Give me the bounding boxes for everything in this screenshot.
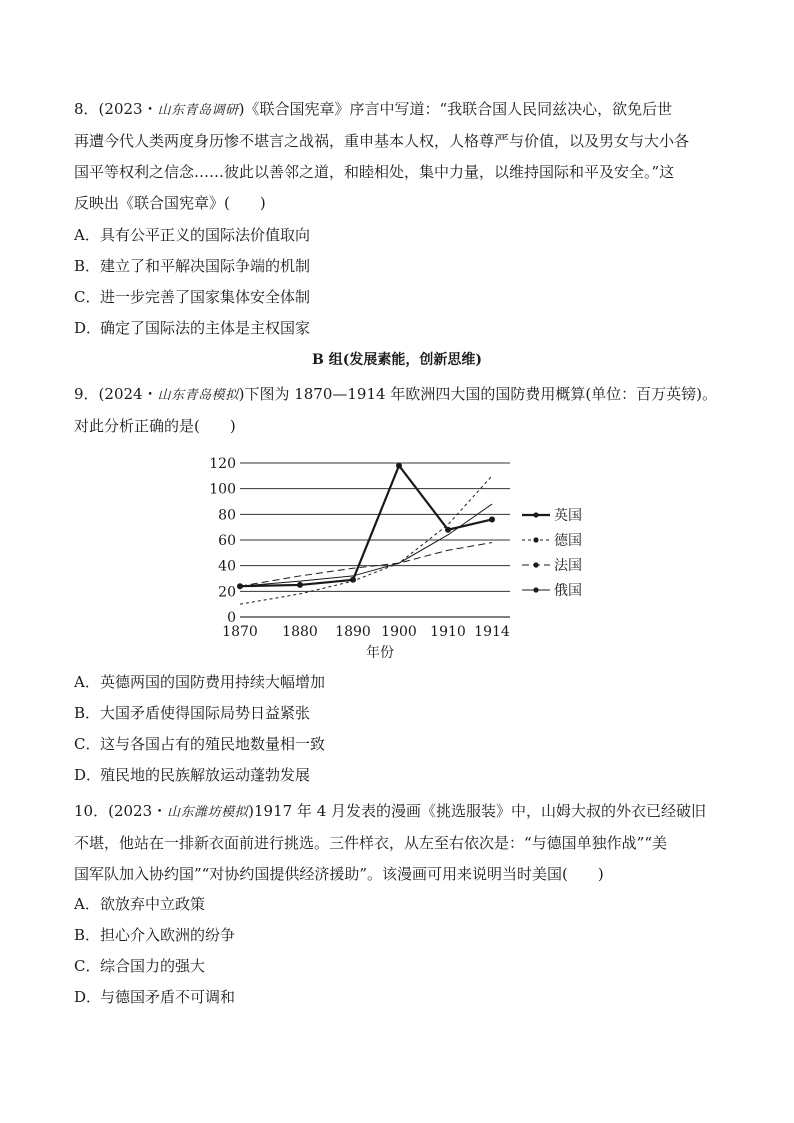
- chart-x-tick-1880: 1880: [282, 624, 318, 640]
- chart-x-tick-1910: 1910: [430, 624, 466, 640]
- chart-x-tick-1870: 1870: [222, 624, 258, 640]
- question-8-line-2: 再遭今代人类两度身历惨不堪言之战祸，重申基本人权，人格尊严与价值，以及男女与大小各: [74, 132, 690, 150]
- legend-label-英国: 英国: [554, 508, 582, 524]
- question-9: [74, 379, 724, 442]
- question-8-option-d[interactable]: D．确定了国际法的主体是主权国家: [74, 319, 311, 337]
- chart-y-tick-120: 120: [209, 456, 236, 472]
- legend-label-俄国: 俄国: [554, 583, 582, 599]
- chart-series: [237, 463, 495, 605]
- series-point-英国-1900: [396, 463, 402, 469]
- legend-marker-法国: [533, 562, 538, 567]
- legend-label-德国: 德国: [554, 533, 582, 549]
- question-10-option-c[interactable]: C．综合国力的强大: [74, 957, 206, 975]
- chart-x-tick-1914: 1914: [474, 624, 510, 640]
- legend-marker-德国: [533, 537, 538, 542]
- series-point-英国-1914: [489, 516, 495, 522]
- legend-marker-英国: [533, 512, 538, 517]
- chart-y-tick-0: 0: [227, 610, 236, 626]
- chart-x-tick-labels: [222, 624, 510, 640]
- question-9-line-2: 对此分析正确的是( ): [74, 417, 236, 435]
- legend-marker-俄国: [533, 587, 538, 592]
- question-8-option-a[interactable]: A．具有公平正义的国际法价值取向: [74, 226, 311, 244]
- question-8-option-c[interactable]: C．进一步完善了国家集体安全体制: [74, 288, 311, 306]
- question-9-line-1: 9．(2024・山东青岛模拟)下图为 1870—1914 年欧洲四大国的国防费用概算(单位：百万英镑)。: [74, 385, 718, 403]
- question-8-line-3: 国平等权利之信念……彼此以善邻之道，和睦相处，集中力量，以维持国际和平及安全。”这: [74, 163, 675, 181]
- chart-x-axis-label: 年份: [366, 645, 394, 661]
- question-10-source: 山东潍坊模拟: [167, 805, 249, 820]
- chart-gridlines: [240, 463, 510, 617]
- series-point-英国-1890: [350, 577, 356, 583]
- series-point-英国-1880: [297, 582, 303, 588]
- question-10-line-3: 国军队加入协约国”“对协约国提供经济援助”。该漫画可用来说明当时美国( ): [74, 865, 604, 883]
- question-9-source: 山东青岛模拟: [157, 388, 239, 403]
- question-10-line-2: 不堪，他站在一排新衣面前进行挑选。三件样衣，从左至右依次是：“与德国单独作战”“美: [74, 834, 668, 852]
- defense-spending-chart: [200, 445, 620, 665]
- question-8-line-1: 8．(2023・山东青岛调研)《联合国宪章》序言中写道：“我联合国人民同兹决心，欲免后世: [74, 100, 673, 118]
- chart-y-tick-80: 80: [218, 507, 236, 524]
- chart-y-tick-labels: [209, 456, 236, 626]
- chart-legend: [522, 508, 582, 599]
- question-8-option-b[interactable]: B．建立了和平解决国际争端的机制: [74, 257, 311, 275]
- question-8-source: 山东青岛调研: [157, 103, 239, 118]
- legend-label-法国: 法国: [554, 558, 582, 574]
- chart-y-tick-100: 100: [209, 481, 236, 498]
- question-10: [74, 796, 724, 890]
- chart-y-tick-40: 40: [218, 558, 236, 575]
- series-point-英国-1910: [445, 527, 451, 533]
- question-9-option-a[interactable]: A．英德两国的国防费用持续大幅增加: [74, 673, 326, 691]
- question-9-option-d[interactable]: D．殖民地的民族解放运动蓬勃发展: [74, 766, 311, 784]
- question-10-option-b[interactable]: B．担心介入欧洲的纷争: [74, 926, 236, 944]
- chart-x-tick-1900: 1900: [381, 624, 417, 640]
- question-10-option-d[interactable]: D．与德国矛盾不可调和: [74, 988, 236, 1006]
- question-10-option-a[interactable]: A．欲放弃中立政策: [74, 895, 206, 913]
- question-8-line-4: 反映出《联合国宪章》( ): [74, 194, 266, 212]
- chart-y-tick-20: 20: [218, 584, 236, 601]
- series-line-英国: [240, 466, 492, 587]
- question-9-option-b[interactable]: B．大国矛盾使得国际局势日益紧张: [74, 704, 311, 722]
- section-title: B 组(发展素能，创新思维): [312, 352, 482, 368]
- chart-x-tick-1890: 1890: [335, 624, 371, 640]
- chart-y-tick-60: 60: [218, 533, 236, 549]
- question-10-line-1: 10．(2023・山东潍坊模拟)1917 年 4 月发表的漫画《挑选服装》中，山姆大叔的外衣已经破旧: [74, 802, 707, 820]
- question-9-option-c[interactable]: C．这与各国占有的殖民地数量相一致: [74, 735, 326, 753]
- question-8: [74, 94, 724, 219]
